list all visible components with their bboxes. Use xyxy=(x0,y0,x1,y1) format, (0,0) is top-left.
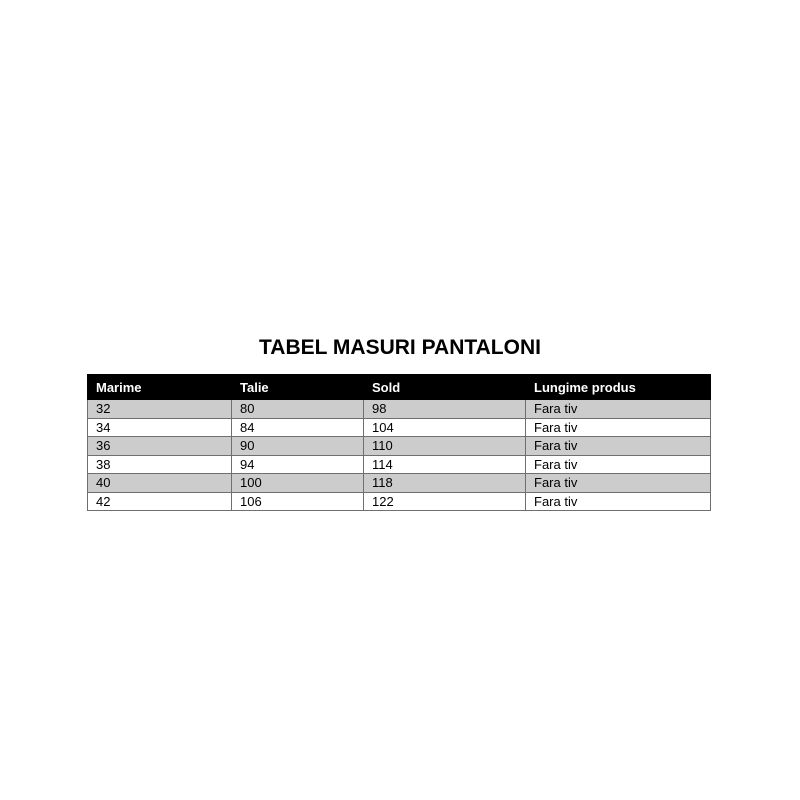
cell-sold: 118 xyxy=(364,474,526,493)
cell-sold: 114 xyxy=(364,455,526,474)
column-header-marime: Marime xyxy=(88,375,232,400)
table-row xyxy=(88,400,711,419)
page-title: TABEL MASURI PANTALONI xyxy=(259,336,541,359)
column-header-lungime-produs: Lungime produs xyxy=(526,375,711,400)
cell-lungime-produs: Fara tiv xyxy=(526,455,711,474)
cell-talie: 94 xyxy=(232,455,364,474)
cell-marime: 34 xyxy=(88,418,232,437)
cell-lungime-produs: Fara tiv xyxy=(526,492,711,511)
table-header-row xyxy=(88,375,711,400)
cell-talie: 90 xyxy=(232,437,364,456)
cell-marime: 42 xyxy=(88,492,232,511)
cell-marime: 32 xyxy=(88,400,232,419)
cell-marime: 38 xyxy=(88,455,232,474)
table-row xyxy=(88,418,711,437)
cell-lungime-produs: Fara tiv xyxy=(526,474,711,493)
cell-lungime-produs: Fara tiv xyxy=(526,418,711,437)
cell-sold: 122 xyxy=(364,492,526,511)
cell-marime: 40 xyxy=(88,474,232,493)
size-table xyxy=(87,374,711,511)
cell-sold: 104 xyxy=(364,418,526,437)
table-row xyxy=(88,474,711,493)
column-header-talie: Talie xyxy=(232,375,364,400)
cell-talie: 84 xyxy=(232,418,364,437)
table-row xyxy=(88,455,711,474)
cell-lungime-produs: Fara tiv xyxy=(526,437,711,456)
column-header-sold: Sold xyxy=(364,375,526,400)
table-row xyxy=(88,437,711,456)
cell-sold: 110 xyxy=(364,437,526,456)
cell-talie: 80 xyxy=(232,400,364,419)
table-row xyxy=(88,492,711,511)
cell-lungime-produs: Fara tiv xyxy=(526,400,711,419)
cell-sold: 98 xyxy=(364,400,526,419)
cell-marime: 36 xyxy=(88,437,232,456)
cell-talie: 100 xyxy=(232,474,364,493)
cell-talie: 106 xyxy=(232,492,364,511)
